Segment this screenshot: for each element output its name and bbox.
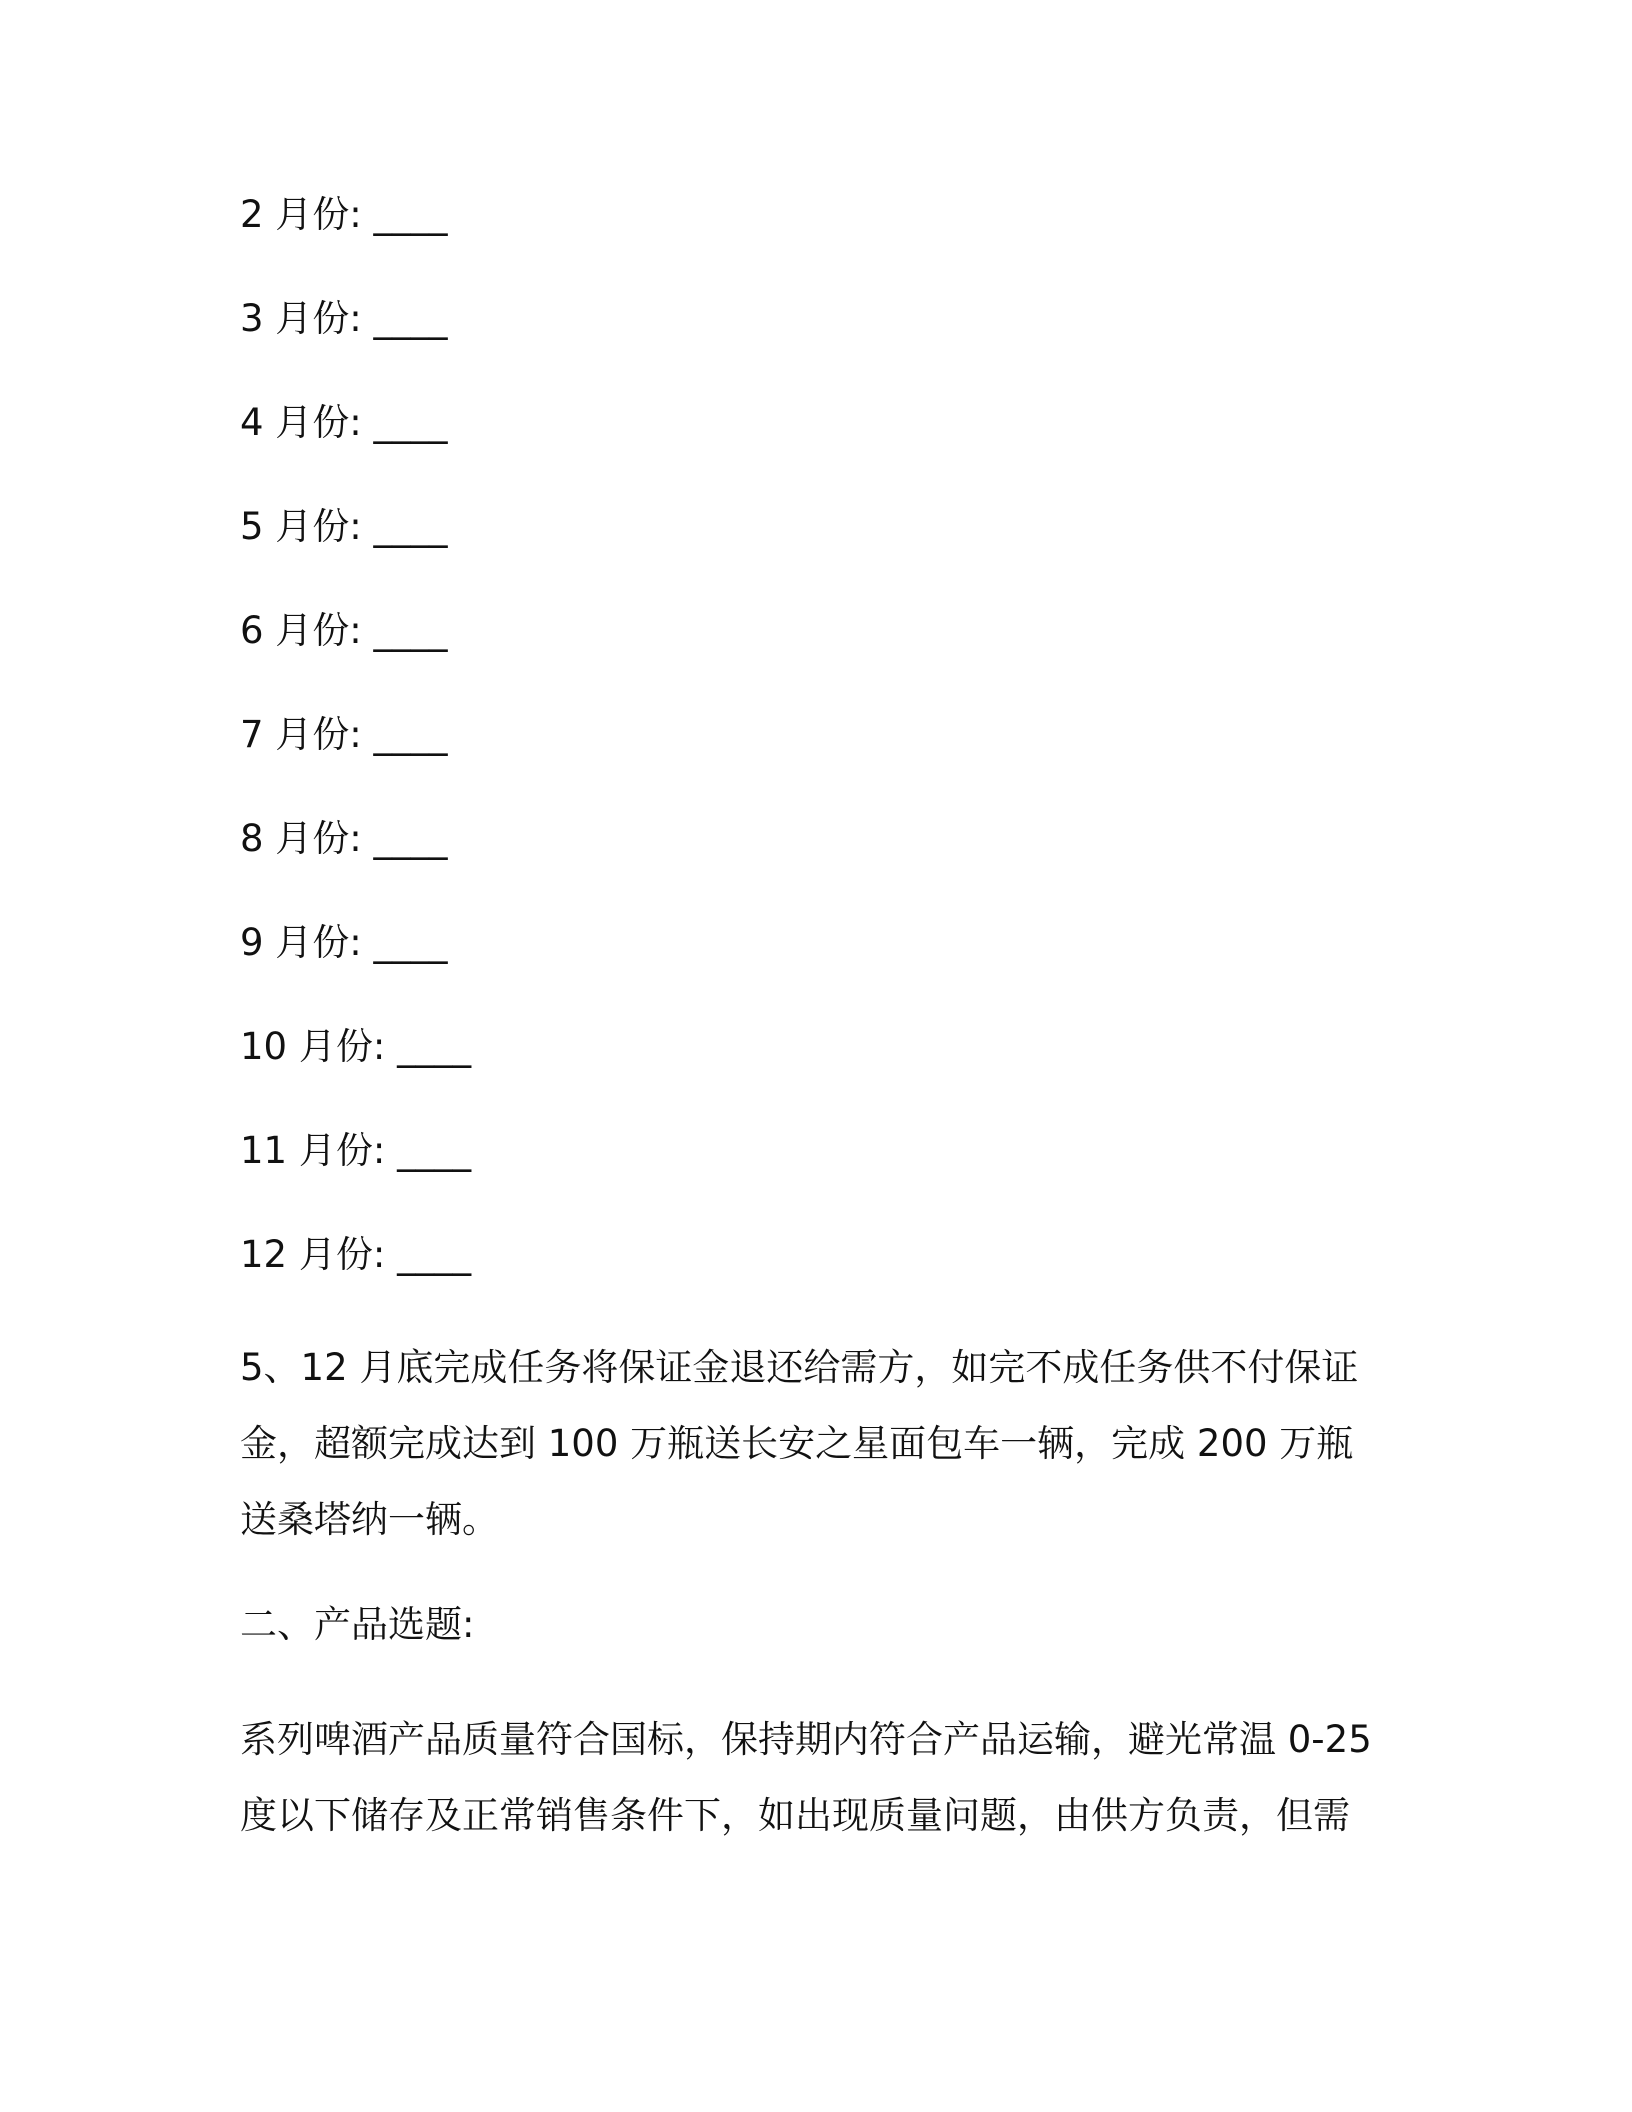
section-2-heading: 二、产品选题: bbox=[240, 1603, 475, 1646]
month-target-line: 6 月份: ____ bbox=[240, 609, 448, 652]
product-quality-paragraph: 系列啤酒产品质量符合国标，保持期内符合产品运输，避光常温 0-25 度以下储存及正常销售条件下，如出现质量问题，由供方负责，但需 bbox=[240, 1718, 1372, 1837]
month-target-line: 3 月份: ____ bbox=[240, 297, 448, 340]
month-target-line: 2 月份: ____ bbox=[240, 193, 448, 236]
month-target-line: 10 月份: ____ bbox=[240, 1025, 472, 1068]
month-target-line: 11 月份: ____ bbox=[240, 1129, 472, 1172]
month-target-line: 12 月份: ____ bbox=[240, 1233, 472, 1276]
document-body bbox=[240, 190, 1380, 1854]
month-target-line: 9 月份: ____ bbox=[240, 921, 448, 964]
month-target-line: 7 月份: ____ bbox=[240, 713, 448, 756]
clause-5-paragraph: 5、12 月底完成任务将保证金退还给需方，如完不成任务供不付保证金，超额完成达到 100 万瓶送长安之星面包车一辆，完成 200 万瓶送桑塔纳一辆。 bbox=[240, 1346, 1359, 1541]
month-target-line: 4 月份: ____ bbox=[240, 401, 448, 444]
month-target-line: 5 月份: ____ bbox=[240, 505, 448, 548]
month-target-line: 8 月份: ____ bbox=[240, 817, 448, 860]
